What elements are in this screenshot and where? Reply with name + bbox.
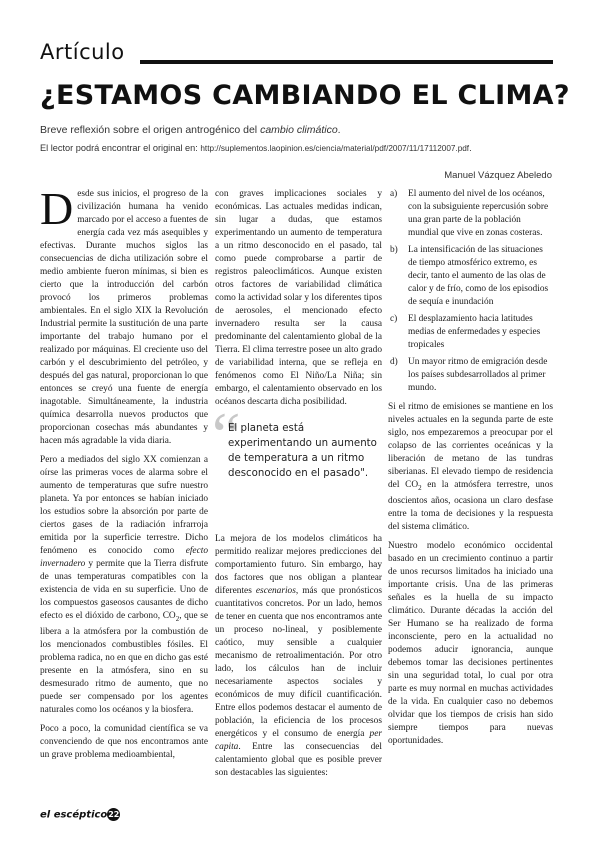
- subscript: 2: [175, 614, 180, 623]
- paragraph: con graves implicaciones sociales y económicas. Las actuales medidas indican, sin lugar a dudas, que estamos experimentando un aumento de temperatura a un ritmo desconocido en el pasado, tal como puede comprobarse a partir de registros paleoclimáticos. Aunque existen otros factores de variabilidad climática como la actividad solar y los diferentes tipos de aerosoles, el mencionado efecto invernadero resulta ser la causa predominante del calentamiento global de la Tierra. El clima terrestre posee un alto grado de variabilidad interna, que se refleja en fenómenos como El Niño/La Niña; sin embargo, el calentamiento observado en los océanos descarta dicha posibilidad.: [215, 189, 382, 407]
- list-marker: a): [390, 189, 398, 199]
- source-end: .: [469, 143, 472, 153]
- subtitle-emphasis: cambio climático: [260, 124, 338, 136]
- list-item: [388, 188, 553, 240]
- list-marker: d): [390, 357, 398, 367]
- pull-quote-text: El planeta está experimentando un aumento de temperatura a un ritmo desconocido en el pasado".: [228, 423, 377, 479]
- column-2: [215, 188, 382, 415]
- section-label: Artículo: [40, 40, 125, 64]
- article-headline: ¿ESTAMOS CAMBIANDO EL CLIMA?: [40, 80, 570, 111]
- list-item: [388, 244, 553, 309]
- paragraph-text: y permite que la Tierra disfrute de unas temperaturas compatibles con la existencia de vida en su superficie. Uno de los compuestos gaseosos causantes de dicho efecto es el dióxido de carbono, CO: [40, 559, 208, 621]
- subtitle-end: .: [337, 124, 341, 136]
- section-rule: [140, 60, 553, 64]
- list-item: [388, 313, 553, 352]
- consequences-list: [388, 188, 553, 395]
- emphasis: efecto invernadero: [40, 546, 208, 569]
- paragraph: [215, 533, 382, 780]
- list-marker: c): [390, 314, 398, 324]
- list-item-text: La intensificación de las situaciones de tiempo atmosférico extremo, es decir, tanto el aumento de las olas de calor y de frío, como de los episodios de sequía e inundación: [408, 245, 549, 307]
- drop-cap: D: [40, 183, 74, 234]
- column-2-lower: [215, 533, 382, 786]
- paragraph: Nuestro modelo económico occidental basado en un crecimiento continuo a partir de unos recursos limitados ha iniciado una importante crisis. Una de las primeras señales es la huella de su impacto climático. Durante décadas la acción del Ser Humano se ha realizado de forma inconsciente, pero en la actualidad no podemos aducir ignorancia, aunque debemos tomar las decisiones pertinentes sin una seguridad total, lo cual por otra parte es muy normal en muchas actividades de la vida. En cualquier caso no debemos olvidar que los tiempos de crisis han sido siempre tiempos para nuevas oportunidades.: [388, 540, 553, 746]
- article-subtitle: [40, 124, 560, 136]
- subscript: 2: [418, 483, 422, 492]
- list-marker: b): [390, 245, 398, 255]
- paragraph: Poco a poco, la comunidad científica se va convenciendo de que nos encontramos ante un grave problema medioambiental,: [40, 723, 208, 760]
- column-1: [40, 183, 208, 768]
- list-item-text: El aumento del nivel de los océanos, con la subsiguiente repercusión sobre una gran parte de la población mundial que vive en zonas costeras.: [408, 189, 549, 238]
- emphasis: escenarios: [255, 586, 296, 596]
- paragraph-text: La mejora de los modelos climáticos ha permitido realizar mejores predicciones del comportamiento futuro. Sin embargo, hay dos factores que nos obligan a plantear diferentes: [215, 534, 382, 596]
- column-3: [388, 188, 553, 754]
- paragraph-text: Si el ritmo de emisiones se mantiene en los niveles actuales en la segunda parte de este siglo, nos empezaremos a preocupar por el colapso de las corrientes oceánicas y la liberación de metano de las tundras siberianas. El elevado tiempo de residencia del CO: [388, 402, 553, 490]
- paragraph-text: , más que pronósticos cuantitativos concretos. Por un lado, hemos de tener en cuenta que nos encontramos ante un proceso no-lineal, y posiblemente caótico, muy sensible a cualquier mecanismo de retroalimentación. Por otro lado, los cálculos han de incluir necesariamente aspectos sociales y económicos de muy difícil cuantificación. Entre ellos podemos destacar el aumento de población, la eficiencia de los procesos energéticos y el consumo de energía: [215, 586, 382, 739]
- subtitle-text: Breve reflexión sobre el origen antrogénico del: [40, 124, 261, 136]
- page-number: 22: [108, 810, 120, 819]
- paragraph: [40, 183, 208, 448]
- list-item-text: Un mayor ritmo de emigración desde los países subdesarrollados al primer mundo.: [408, 357, 548, 393]
- paragraph-text: en la atmósfera terrestre, unos doscientos años, ocasiona un claro desfase entre la toma de decisiones y la respuesta del sistema climático.: [388, 480, 554, 532]
- list-item-text: El desplazamiento hacia latitudes medias de enfermedades y especies tropicales: [408, 314, 541, 350]
- source-url[interactable]: http://suplementos.laopinion.es/ciencia/material/pdf/2007/11/17112007.pdf: [200, 144, 470, 153]
- paragraph: [40, 454, 208, 717]
- quote-mark-icon: “: [212, 399, 241, 470]
- paragraph-text: Pero a mediados del siglo XX comienzan a oírse las primeras voces de alarma sobre el aumento de temperaturas que sufre nuestro planeta. Ya por entonces se habían iniciado los estudios sobre la absorción por parte de ciertos gases de la radiación infrarroja emitida por la superficie terrestre. Dicho fenómeno es conocido como: [40, 455, 208, 556]
- magazine-name: el escéptico: [40, 809, 108, 821]
- paragraph-text: , que se libera a la atmósfera por la combustión de los mencionados combustibles fósiles. El problema radica, no en que en dicho gas esté presente en la atmósfera, sino en su desmesurado ritmo de aumento, que no puede ser compensado por los agentes naturales como los océanos y la biosfera.: [40, 611, 208, 715]
- source-line: [40, 143, 560, 153]
- paragraph-text: esde sus inicios, el progreso de la civilización humana ha venido marcado por el acceso a fuentes de energía cada vez más asequibles y efectivas. Durante muchos siglos las consecuencias de dicha utilización sobre el medio ambiente fueron mínimas, si bien es cierto que la introducción del carbón provocó los primeros problemas ambientales. En el siglo XIX la Revolución Industrial permite la sustitución de una parte importante del trabajo humano por el realizado por máquinas. El creciente uso del carbón y el descubrimiento del petróleo, y después del gas natural, proporcionan lo que entonces se creyó una fuente de energía inagotable. Simultáneamente, la industria química desarrolla nuevos productos que proporcionan cosechas más abundantes y hacen más agradable la vida diaria.: [40, 189, 208, 446]
- page-footer: [40, 808, 120, 821]
- paragraph-text: . Entre las consecuencias del calentamiento global que es posible prever son destacables las siguientes:: [215, 742, 382, 778]
- author-name: Manuel Vázquez Abeledo: [444, 170, 552, 181]
- list-item: [388, 356, 553, 395]
- emphasis: per capita: [215, 729, 382, 752]
- source-label: El lector podrá encontrar el original en:: [40, 143, 198, 153]
- paragraph: [388, 401, 553, 534]
